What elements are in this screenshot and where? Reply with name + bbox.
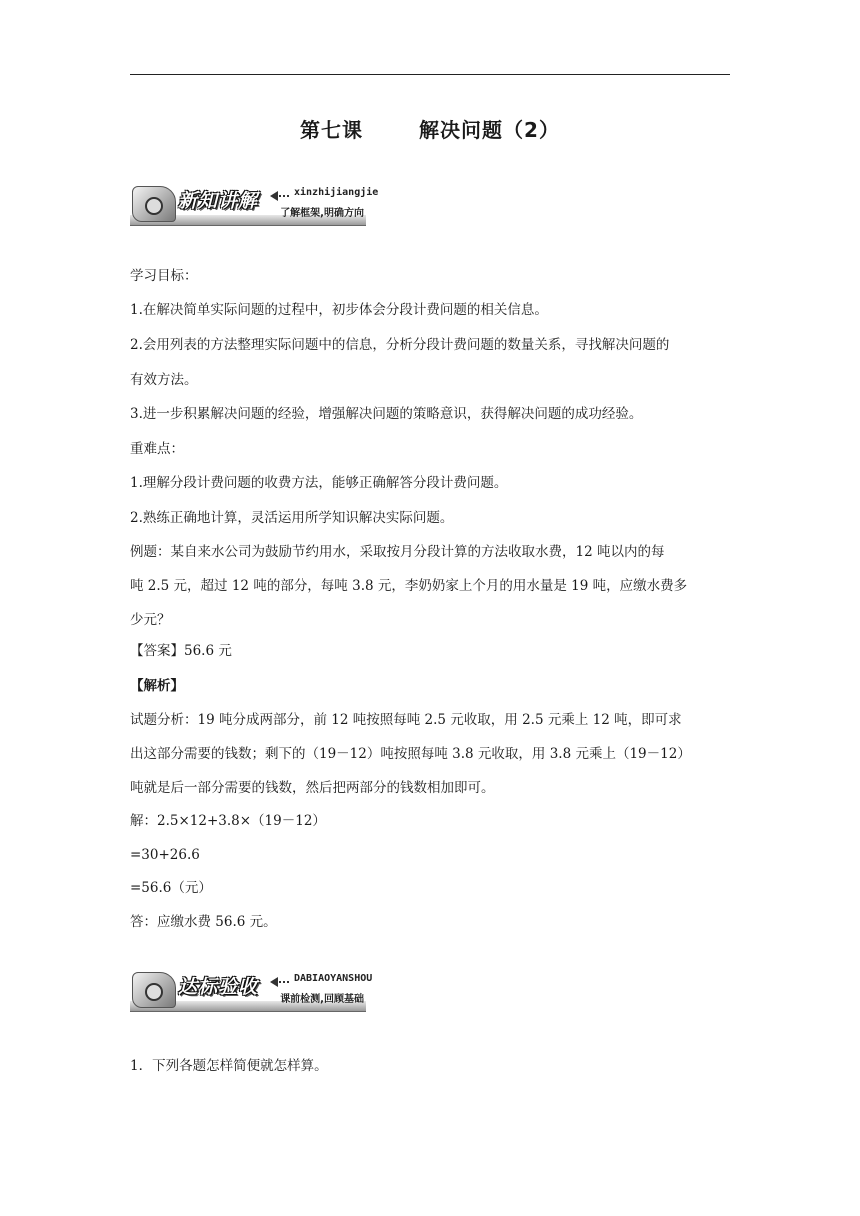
solution-line: =56.6（元） <box>130 880 212 896</box>
text-line: 3.进一步积累解决问题的经验，增强解决问题的策略意识，获得解决问题的成功经验。 <box>130 406 643 422</box>
text-line: 2.会用列表的方法整理实际问题中的信息，分析分段计费问题的数量关系，寻找解决问题的 <box>130 337 670 353</box>
header-rule <box>130 74 730 75</box>
analysis-heading: 【解析】 <box>130 678 184 694</box>
text-line: 吨 2.5 元，超过 12 吨的部分，每吨 3.8 元，李奶奶家上个月的用水量是 19 吨，应缴水费多 <box>130 578 688 594</box>
arrow-left-icon <box>270 191 278 201</box>
text-line: 吨就是后一部分需要的钱数，然后把两部分的钱数相加即可。 <box>130 780 495 796</box>
trophy-emblem-icon <box>132 972 176 1008</box>
page-title <box>0 114 860 143</box>
text-line: 例题：某自来水公司为鼓励节约用水，采取按月分段计算的方法收取水费，12 吨以内的每 <box>130 544 665 560</box>
text-line: 有效方法。 <box>130 372 198 388</box>
text-line: 试题分析：19 吨分成两部分，前 12 吨按照每吨 2.5 元收取，用 2.5 元乘上 12 吨，即可求 <box>130 712 682 728</box>
banner-title: 新知讲解 <box>178 190 259 212</box>
arrow-left-icon <box>270 977 278 987</box>
banner-subtitle: 课前检测,回顾基础 <box>280 994 364 1005</box>
text-line: 重难点： <box>130 441 184 457</box>
exercise-line: 1．下列各题怎样简便就怎样算。 <box>130 1058 328 1074</box>
solution-line: 解：2.5×12+3.8×（19－12） <box>130 813 326 829</box>
text-line: 1.在解决简单实际问题的过程中，初步体会分段计费问题的相关信息。 <box>130 302 548 318</box>
banner-pinyin: xinzhijiangjie <box>294 187 379 198</box>
text-line: 少元？ <box>130 612 171 628</box>
text-line: 2.熟练正确地计算，灵活运用所学知识解决实际问题。 <box>130 510 454 526</box>
dotted-line <box>279 195 289 197</box>
text-line: 学习目标： <box>130 268 198 284</box>
section-banner-practice <box>130 966 373 1012</box>
section-banner-new-knowledge <box>130 180 379 226</box>
final-answer-line: 答：应缴水费 56.6 元。 <box>130 914 277 930</box>
solution-line: =30+26.6 <box>130 847 200 863</box>
compass-emblem-icon <box>132 186 176 222</box>
text-line: 1.理解分段计费问题的收费方法，能够正确解答分段计费问题。 <box>130 475 508 491</box>
banner-subtitle: 了解框架,明确方向 <box>280 208 364 219</box>
lesson-number: 第七课 <box>300 118 364 142</box>
dotted-line <box>279 981 289 983</box>
text-line: 出这部分需要的钱数；剩下的（19－12）吨按照每吨 3.8 元收取，用 3.8 元乘上（19－12） <box>130 746 691 762</box>
banner-title: 达标验收 <box>178 976 259 998</box>
lesson-topic: 解决问题（2） <box>419 118 560 142</box>
answer-line: 【答案】56.6 元 <box>130 643 232 659</box>
banner-pinyin: DABIAOYANSHOU <box>294 973 373 984</box>
